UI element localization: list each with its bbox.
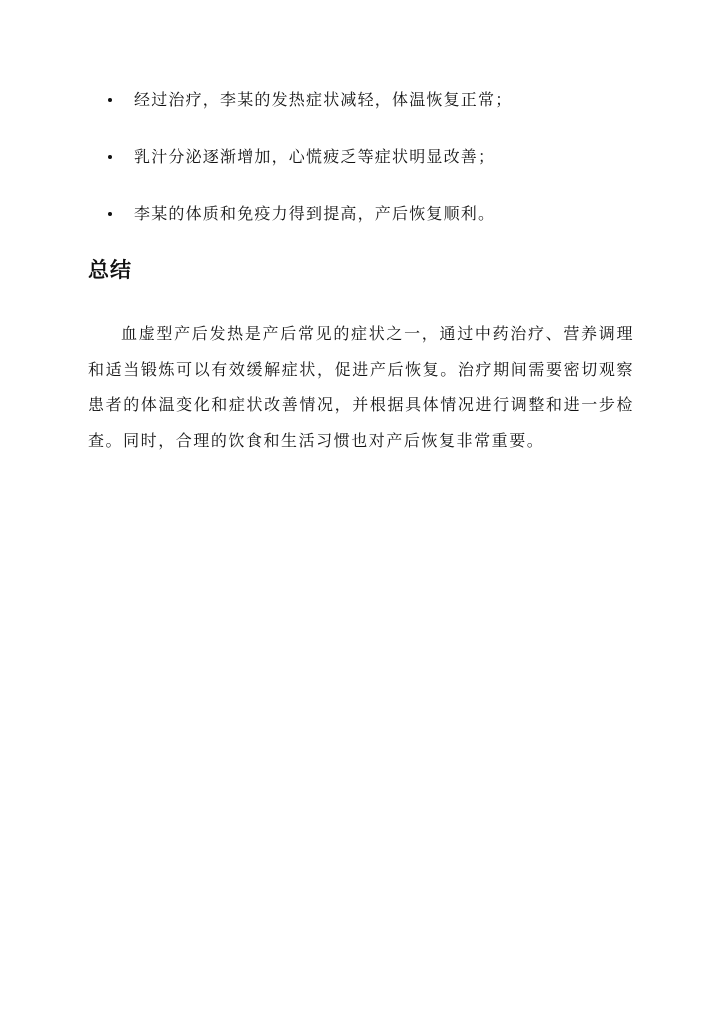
list-item xyxy=(108,86,648,114)
bullet-icon xyxy=(108,212,112,216)
list-item-text: 李某的体质和免疫力得到提高，产后恢复顺利。 xyxy=(134,204,496,223)
list-item xyxy=(108,143,648,171)
list-item xyxy=(108,200,648,228)
treatment-results-list xyxy=(108,86,648,257)
list-item-text: 乳汁分泌逐渐增加，心慌疲乏等症状明显改善； xyxy=(134,147,496,166)
bullet-icon xyxy=(108,155,112,159)
summary-heading: 总结 xyxy=(88,258,132,282)
summary-paragraph: 血虚型产后发热是产后常见的症状之一，通过中药治疗、营养调理和适当锻炼可以有效缓解症状，促进产后恢复。治疗期间需要密切观察患者的体温变化和症状改善情况，并根据具体情况进行调整和进一步检查。同时，合理的饮食和生活习惯也对产后恢复非常重要。 xyxy=(88,324,634,450)
list-item-text: 经过治疗，李某的发热症状减轻，体温恢复正常； xyxy=(134,90,513,109)
bullet-icon xyxy=(108,98,112,102)
